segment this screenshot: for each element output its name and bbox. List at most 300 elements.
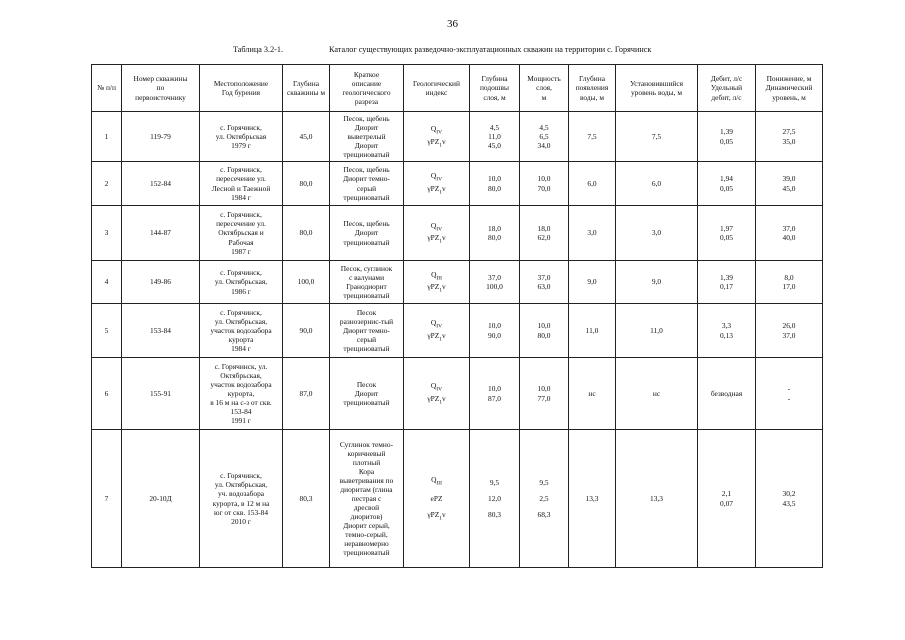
well-depth [283,261,330,304]
water-appearance-depth [569,162,616,206]
location-cell-line: 1986 г [231,286,251,296]
geology-description-line: с валунами [348,272,385,282]
geology-description-line: Песок, щебень [343,219,390,229]
table-row [92,304,823,358]
drawdown-level [756,358,823,430]
header-depth-line: Глубина [293,78,319,88]
layer-bottom-depth-line: 80,0 [488,233,501,242]
layer-bottom-depth-line: 12,0 [488,493,501,503]
geologic-index-line: γPZ$_1$v [427,393,446,405]
water-appearance-depth-line: 9,0 [587,277,597,287]
header-geology-line: описание [351,78,382,88]
geology-description-line: трещиноватый [343,548,390,558]
well-depth-line: 45,0 [299,131,313,141]
geology-description [330,206,404,261]
header-row [92,65,823,112]
header-geology-line: геологического [342,88,391,97]
drawdown-level-line: 35,0 [782,136,796,146]
geologic-index-line: γPZ$_1$v [427,136,446,148]
geology-description [330,430,404,568]
geology-description-line: серый [356,335,377,345]
drawdown-level [756,430,823,568]
header-water-depth-line: воды, м [579,92,605,102]
geologic-index-line: γPZ$_1$v [427,282,446,294]
location-cell-line: Рабочая [228,237,254,247]
layer-bottom-depth-line: 4,5 [489,122,500,132]
geology-description-line: Песок, суглинок [340,263,393,273]
well-yield-line: 2,1 [721,489,732,499]
location-cell-line: курорта [228,335,254,345]
row-number [92,112,122,162]
layer-thickness [520,206,569,261]
geologic-index-line: $Q_{III}$ [431,474,442,487]
well-depth-line: 87,0 [299,388,313,398]
geologic-index-line: γPZ$_1$v [427,510,446,522]
caption-title: Каталог существующих разведочно-эксплуатационных скважин на территории с. Горячинск [329,45,652,54]
row-number [92,261,122,304]
geology-description-line: Песок [356,379,377,389]
well-depth-line: 80,0 [299,228,313,238]
location-cell-line: с. Горячинск, [220,471,262,481]
header-water-depth-line: Глубина [579,74,605,84]
geologic-index-line: γPZ$_1$v [427,330,446,342]
geology-description [330,261,404,304]
header-drawdown-line: Динамический [765,83,813,93]
header-geology-line: Краткое [353,69,380,79]
location-cell-line: участок водозабора [210,325,272,335]
header-bottom [470,65,520,112]
layer-bottom-depth-line: 37,0 [488,272,501,282]
layer-thickness-line: 70,0 [537,183,551,193]
header-drawdown-line: Понижение, м [766,74,812,84]
static-water-level-line: 7,5 [651,131,662,141]
location-cell-line: 153-84 [230,407,252,417]
row-number-line: 6 [104,388,109,398]
well-depth-line: 100,0 [297,277,315,287]
geology-description-line: разнозернис-тый [339,316,394,326]
well-yield [698,162,756,206]
well-number-line: 119-79 [150,131,171,141]
geology-description-line: диоритов) [350,512,383,522]
layer-bottom-depth-line: 80,3 [488,510,501,520]
table-row [92,261,823,304]
header-well-line: Номер скважины [133,74,188,84]
table-body [92,112,823,568]
header-drawdown-line: уровень, м [772,92,806,102]
location-cell-line: с. Горячинск, [220,210,262,220]
location-cell-line: 1984 г [231,344,251,354]
location-cell [200,162,283,206]
geologic-index-line: $Q_{IV}$ [430,171,443,183]
layer-thickness-line: 34,0 [537,141,551,151]
well-depth [283,162,330,206]
row-number [92,304,122,358]
location-cell-line: в 16 м на с-з от скв. [210,398,272,408]
header-location-line: Местоположение [213,78,269,88]
row-number [92,430,122,568]
location-cell-line: пересечение ул. [216,219,266,229]
table-row [92,430,823,568]
location-cell [200,430,283,568]
well-number [122,112,200,162]
well-number-line: 155-91 [150,388,171,398]
well-yield-line: 0,05 [720,183,733,193]
geology-description-line: Диорит серый, [343,521,390,531]
location-cell [200,358,283,430]
layer-thickness-line: 37,0 [537,272,551,282]
layer-thickness-line: 62,0 [537,233,551,242]
geology-description-line: трещиноватый [343,344,390,354]
row-number [92,358,122,430]
well-yield-line: 0,13 [720,330,733,340]
drawdown-level-line: 37,0 [782,330,796,340]
header-static-level [616,65,698,112]
drawdown-level-line: 26,0 [782,321,796,331]
location-cell-line: с. Горячинск, [220,307,262,317]
layer-thickness-line: 77,0 [537,393,551,403]
location-cell-line: Октябрьская, [220,370,262,380]
layer-bottom-depth-line: 10,0 [488,321,501,331]
geology-description [330,162,404,206]
geologic-index-line: $Q_{IV}$ [430,318,443,330]
header-thickness [520,65,569,112]
layer-bottom-depth [470,162,520,206]
geology-description-line: Песок [356,307,377,317]
drawdown-level-line: 30,2 [782,489,796,499]
layer-thickness-line: 10,0 [537,321,551,331]
header-well-line: по [156,83,165,93]
well-yield [698,112,756,162]
location-cell [200,206,283,261]
row-number-line: 4 [104,277,109,287]
layer-bottom-depth-line: 45,0 [488,141,501,151]
well-number [122,162,200,206]
geologic-index [404,112,470,162]
header-static-level-line: Установившийся [629,78,684,88]
geology-description-line: коричневый [347,448,386,458]
location-cell [200,261,283,304]
geologic-index [404,430,470,568]
table-row [92,358,823,430]
geologic-index-line: $Q_{III}$ [431,269,442,282]
well-yield-line: 0,05 [720,136,733,146]
layer-thickness [520,304,569,358]
geology-description-line: Диорит [354,141,379,151]
well-depth [283,206,330,261]
header-yield-line: Дебит, л/с [710,74,743,84]
geologic-index-line: γPZ$_1$v [427,183,446,195]
row-number-line: 2 [104,178,109,188]
location-cell-line: юг от скв. 153-84 [213,507,269,517]
drawdown-level-line: 37,0 [782,223,796,233]
location-cell-line: 1991 г [231,416,251,426]
header-bottom-line: подошвы [479,83,510,93]
header-geology [330,65,404,112]
geologic-index-line: γPZ$_1$v [427,233,446,245]
well-depth [283,358,330,430]
well-yield-line: 1,39 [720,127,733,137]
well-yield-line: 0,05 [720,233,733,242]
geology-description-line: плотный [352,457,381,467]
well-depth [283,430,330,568]
table-row [92,112,823,162]
location-cell-line: с. Горячинск, ул. [214,361,268,371]
location-cell-line: курорта, в 12 м на [212,498,270,508]
geology-description-line: Диорит [354,122,379,132]
location-cell [200,112,283,162]
water-appearance-depth-line: 3,0 [587,228,597,238]
layer-thickness-line: 6,5 [539,131,549,141]
wells-catalog-table [91,64,823,568]
row-number [92,206,122,261]
header-index-line: индекс [425,88,448,97]
well-number-line: 144-87 [150,228,171,238]
geologic-index-line: еPZ [430,493,443,503]
geology-description-line: Кора [358,466,375,476]
row-number [92,162,122,206]
layer-thickness-line: 80,0 [537,330,551,340]
location-cell-line: ул. Октябрьская, [214,316,268,326]
static-water-level-line: 13,3 [650,493,663,503]
static-water-level-line: нс [652,388,661,398]
well-number-line: 149-86 [150,277,171,287]
well-depth [283,304,330,358]
geology-description-line: дресвой [353,503,380,513]
layer-thickness-line: 68,3 [537,510,551,520]
well-yield-line: 3,3 [721,321,732,331]
well-yield [698,358,756,430]
header-thickness-line: м [541,92,547,102]
geology-description-line: диоритам (глина [340,484,393,494]
drawdown-level [756,261,823,304]
location-cell-line: пересечение ул. [216,174,266,184]
static-water-level-line: 11,0 [650,325,663,335]
drawdown-level-line: 39,0 [782,174,796,184]
drawdown-level-line: - [787,393,791,403]
table-row [92,162,823,206]
static-water-level-line: 6,0 [651,178,662,188]
well-depth-line: 90,0 [299,325,313,335]
water-appearance-depth [569,304,616,358]
geology-description-line: выветрелый [347,131,386,141]
location-cell-line: Октябрьская и [218,228,264,238]
geology-description-line: трещиноватый [343,237,390,247]
location-cell-line: ул. Октябрьская [215,131,267,141]
drawdown-level [756,162,823,206]
location-cell-line: участок водозабора [210,379,272,389]
location-cell-line: с. Горячинск, [220,165,262,175]
static-water-level [616,430,698,568]
well-yield-line: 1,94 [720,174,733,184]
well-number [122,206,200,261]
geologic-index-line: $Q_{IV}$ [430,124,443,136]
layer-bottom-depth [470,358,520,430]
well-yield-line: безводная [710,388,743,398]
layer-bottom-depth-line: 18,0 [488,223,501,233]
layer-thickness [520,358,569,430]
geology-description-line: Гранодиорит [346,282,387,291]
geology-description-line: Диорит темно- [343,174,390,184]
geology-description-line: трещиноватый [343,291,390,301]
layer-bottom-depth-line: 100,0 [486,282,503,291]
water-appearance-depth-line: 13,3 [585,493,599,503]
layer-bottom-depth [470,430,520,568]
layer-thickness-line: 10,0 [537,174,551,184]
static-water-level [616,206,698,261]
header-num [92,65,122,112]
location-cell-line: ул. Октябрьская, [214,277,268,287]
layer-thickness-line: 4,5 [539,122,549,132]
well-depth-line: 80,0 [299,178,313,188]
header-bottom-line: слоя, м [483,92,506,102]
well-depth [283,112,330,162]
well-number-line: 20-10Д [149,493,172,503]
water-appearance-depth-line: 7,5 [587,131,597,141]
water-appearance-depth-line: нс [588,388,596,398]
location-cell-line: ул. Октябрьская, [214,480,268,490]
geology-description-line: трещиноватый [343,192,390,202]
caption-label: Таблица 3.2-1. [233,45,284,54]
geology-description-line: трещиноватый [343,150,390,160]
location-cell-line: 1984 г [231,192,251,202]
row-number-line: 5 [104,325,109,335]
well-number [122,430,200,568]
header-thickness-line: Мощность [527,74,561,84]
layer-bottom-depth-line: 90,0 [488,330,501,340]
geology-description-line: серый [356,183,377,193]
row-number-line: 3 [104,228,109,238]
water-appearance-depth [569,430,616,568]
geology-description [330,112,404,162]
layer-thickness [520,112,569,162]
water-appearance-depth [569,261,616,304]
header-water-depth [569,65,616,112]
layer-bottom-depth-line: 9,5 [489,477,500,487]
location-cell-line: с. Горячинск, [220,268,262,278]
well-depth-line: 80,3 [299,493,313,503]
header-geology-line: разреза [354,97,379,107]
drawdown-level [756,206,823,261]
layer-bottom-depth [470,112,520,162]
header-yield-line: Удельный [710,83,743,93]
location-cell-line: уч. водозабора [217,489,265,499]
drawdown-level [756,304,823,358]
header-water-depth-line: появления [575,83,609,93]
well-yield-line: 0,07 [720,498,733,508]
geologic-index-line: $Q_{IV}$ [430,220,443,233]
geology-description-line: Песок, щебень [343,165,390,175]
geology-description-line: трещиноватый [343,398,390,408]
header-num-line: № п/п [97,83,116,93]
row-number-line: 7 [104,493,109,503]
header-yield-line: дебит, л/с [711,92,742,102]
water-appearance-depth-line: 6,0 [587,178,597,188]
well-yield-line: 0,17 [720,282,733,291]
geologic-index [404,261,470,304]
geology-description-line: Суглинок темно- [339,439,394,449]
drawdown-level-line: 8,0 [784,272,794,282]
header-drawdown [756,65,823,112]
layer-thickness [520,261,569,304]
geology-description-line: темно-серый, [345,530,388,540]
geologic-index [404,162,470,206]
layer-bottom-depth [470,206,520,261]
static-water-level-line: 3,0 [651,228,662,238]
layer-bottom-depth-line: 10,0 [488,174,501,184]
geologic-index [404,358,470,430]
drawdown-level-line: 45,0 [782,183,796,193]
water-appearance-depth-line: 11,0 [585,325,599,335]
layer-bottom-depth-line: 11,0 [488,131,501,141]
layer-thickness [520,430,569,568]
geology-description [330,358,404,430]
header-location [200,65,283,112]
header-depth-line: скважины м [286,88,326,97]
well-yield [698,261,756,304]
static-water-level-line: 9,0 [651,277,662,287]
static-water-level [616,112,698,162]
static-water-level [616,304,698,358]
drawdown-level [756,112,823,162]
water-appearance-depth [569,358,616,430]
layer-thickness-line: 10,0 [537,384,551,394]
row-number-line: 1 [104,131,109,141]
well-number [122,261,200,304]
well-number [122,358,200,430]
geology-description-line: неравномерно [344,539,389,549]
well-number [122,304,200,358]
layer-bottom-depth [470,304,520,358]
location-cell [200,304,283,358]
table-row [92,206,823,261]
well-yield [698,430,756,568]
layer-bottom-depth-line: 10,0 [488,384,501,394]
geology-description-line: выветривания по [339,475,394,485]
header-index-line: Геологический [413,78,460,88]
layer-bottom-depth [470,261,520,304]
well-yield-line: 1,97 [720,223,733,233]
well-number-line: 152-84 [150,178,171,188]
drawdown-level-line: 40,0 [782,233,796,242]
header-static-level-line: уровень воды, м [630,88,682,97]
header-bottom-line: Глубина [481,74,508,84]
well-yield-line: 1,39 [720,272,733,282]
geologic-index-line: $Q_{IV}$ [430,381,443,393]
location-cell-line: Лесной и Таежной [211,183,271,193]
header-well [122,65,200,112]
drawdown-level-line: 27,5 [782,127,796,137]
drawdown-level-line: 43,5 [782,498,796,508]
geology-description-line: Песок, щебень [343,113,390,123]
static-water-level [616,358,698,430]
location-cell-line: 1979 г [231,141,251,151]
geology-description-line: Диорит темно- [343,325,390,335]
drawdown-level-line: 17,0 [782,282,796,291]
page-number: 36 [447,18,458,30]
layer-bottom-depth-line: 80,0 [488,183,501,193]
water-appearance-depth [569,206,616,261]
well-number-line: 153-84 [150,325,171,335]
geologic-index [404,304,470,358]
water-appearance-depth [569,112,616,162]
header-depth [283,65,330,112]
well-yield [698,304,756,358]
location-cell-line: курорта, [227,388,255,398]
layer-thickness-line: 2,5 [539,493,549,503]
location-cell-line: 2010 г [231,516,251,526]
geologic-index [404,206,470,261]
geology-description [330,304,404,358]
